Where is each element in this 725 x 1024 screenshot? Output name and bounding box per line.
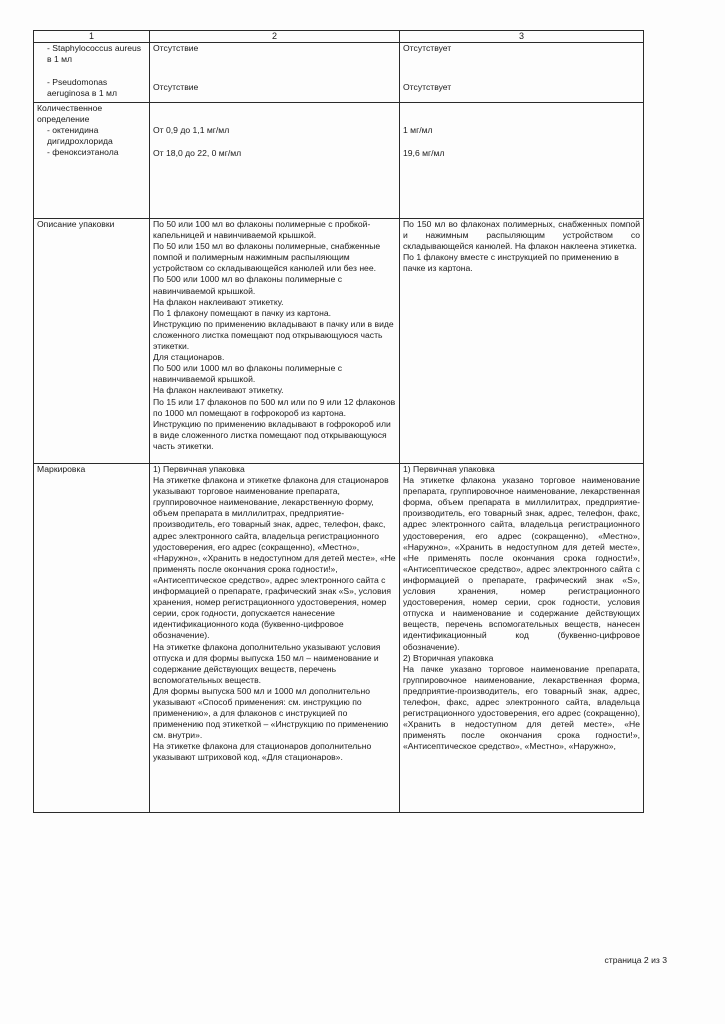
marking-norm-cell [150,464,400,813]
marking-paragraph: На этикетке флакона дополнительно указывают условия отпуска и для формы выпуска 150 мл – наименование и содержание действующих веществ, перечень вспомогательных веществ. [153,641,381,685]
marking-result-cell [400,464,644,813]
column-header-3: 3 [400,31,644,43]
table-header-row [34,31,644,43]
packaging-paragraph: На флакон наклеивают этикетку. [153,385,284,396]
packaging-paragraph: По 1 флакону помещают в пачку из картона. [153,307,331,318]
quant-norm-cell [150,103,400,219]
column-header-1: 1 [34,31,150,43]
staph-result: Отсутствует [403,43,452,53]
microbes-result-cell [400,43,644,103]
quant-title: Количественное определение [37,103,103,125]
packaging-paragraph: По 15 или 17 флаконов по 500 мл или по 9 или 12 флаконов по 1000 мл помещают в гофрокороб из картона. Инструкцию по применению вкладывают в гофрокороб или в виде сложенного листка помещают под открывающуюся часть этикетки. [153,396,396,451]
marking-paragraph: Для формы выпуска 500 мл и 1000 мл дополнительно указывают «Способ применения: см. инструкцию по применению», а для флаконов с инструкцией по применению под этикеткой – «Инструкцию по применению см. внутри». [153,685,389,741]
quant-label-cell [34,103,150,219]
staph-norm: Отсутствие [153,43,199,53]
phenoxy-norm: От 18,0 до 22, 0 мг/мл [153,148,242,159]
specification-table [33,30,644,813]
packaging-paragraph: По 150 мл во флаконах полимерных, снабженных помпой и нажимным распыляющим устройством со складывающейся канюлей. На флакон наклеена этикетка. [403,219,640,252]
microbes-label-cell [34,43,150,103]
marking-paragraph: На этикетке флакона и этикетке флакона для стационаров указывают торговое наименование препарата, группировочное наименование, лекарственную форму, объем препарата в миллилитрах, предприятие-производитель, его товарный знак, адрес, телефон, факс, адрес электронного сайта, владельца регистрационного удостоверения, его адрес (сокращенно), «Местно», «Наружно», «Хранить в недоступном для детей месте», «Не применять после окончания срока годности!», «Антисептическое средство», адрес электронного сайта с информацией о препарате, графический знак «S», условия хранения, номер регистрационного удостоверения, номер серии, срок годности, допускается нанесение идентификационного кода (буквенно-цифровое обозначение). [153,475,396,641]
packaging-paragraph: По 1 флакону вместе с инструкцией по применению в пачке из картона. [403,252,619,274]
packaging-paragraph: Инструкцию по применению вкладывают в пачку или в виде сложенного листка помещают под открывающуюся часть этикетки. [153,318,394,352]
pseudo-result: Отсутствует [403,82,452,93]
packaging-paragraph: Для стационаров. [153,352,225,363]
packaging-paragraph: На флакон наклеивают этикетку. [153,296,284,307]
packaging-paragraph: По 50 или 150 мл во флаконы полимерные, снабженные помпой и полимерным нажимным распыляющим устройством со складывающейся канюлей или без нее. [153,241,381,274]
microbes-norm-cell [150,43,400,103]
staph-label: - Staphylococcus aureus в 1 мл [47,43,142,65]
marking-paragraph: 1) Первичная упаковка [153,464,245,474]
marking-paragraph: На пачке указано торговое наименование препарата, группировочное наименование, лекарственная форма, предприятие-производитель, его товарный знак, адрес, телефон, факс, адрес электронного сайта, владельца регистрационного удостоверения, его адрес (сокращенно), «Хранить в недоступном для детей месте», «Не применять после окончания срока годности!», «Антисептическое средство», «Местно», «Наружно», [403,663,640,752]
packaging-result-cell [400,219,644,464]
phenoxy-result: 19,6 мг/мл [403,148,445,159]
packaging-paragraph: По 50 или 100 мл во флаконы полимерные с пробкой-капельницей и навинчиваемой крышкой. [153,219,371,241]
marking-label-cell: Маркировка [34,464,150,813]
table-row-microbes [34,43,644,103]
octenidine-result: 1 мг/мл [403,125,433,135]
phenoxy-label: - феноксиэтанола [47,147,119,158]
marking-paragraph: 1) Первичная упаковка [403,464,495,474]
quant-result-cell [400,103,644,219]
marking-paragraph: На этикетке флакона указано торговое наименование препарата, группировочное наименование, лекарственная форма, объем препарата в миллилитрах, предприятие-производитель, его товарный знак, адрес, телефон, факс, адрес электронного сайта, владельца регистрационного удостоверения, его адрес (сокращенно), «Местно», «Наружно», «Хранить в недоступном для детей месте», «Не применять после окончания срока годности!», «Антисептическое средство», адрес электронного сайта с информацией о препарате, графический знак «S», условия хранения, номер регистрационного удостоверения, номер серии, срок годности, условия отпуска и наименование и содержание действующих веществ, перечень вспомогательных веществ, нанесен идентификационный код (буквенно-цифровое обозначение). [403,475,640,652]
marking-paragraph: На этикетке флакона для стационаров дополнительно указывают штриховой код, «Для стационаров». [153,741,372,763]
pseudo-norm: Отсутствие [153,82,199,93]
pseudo-label: - Pseudomonas aeruginosa в 1 мл [47,77,117,99]
table-row-packaging [34,219,644,464]
packaging-norm-cell [150,219,400,464]
packaging-paragraph: По 500 или 1000 мл во флаконы полимерные с навинчиваемой крышкой. [153,274,343,296]
octenidine-label: - октенидина дигидрохлорида [47,125,113,147]
page-number: страница 2 из 3 [604,955,667,965]
table-row-marking [34,464,644,813]
marking-paragraph: 2) Вторичная упаковка [403,652,494,663]
octenidine-norm: От 0,9 до 1,1 мг/мл [153,125,230,135]
packaging-label-cell: Описание упаковки [34,219,150,464]
column-header-2: 2 [150,31,400,43]
table-row-quantitative [34,103,644,219]
packaging-paragraph: По 500 или 1000 мл во флаконы полимерные с навинчиваемой крышкой. [153,363,343,385]
